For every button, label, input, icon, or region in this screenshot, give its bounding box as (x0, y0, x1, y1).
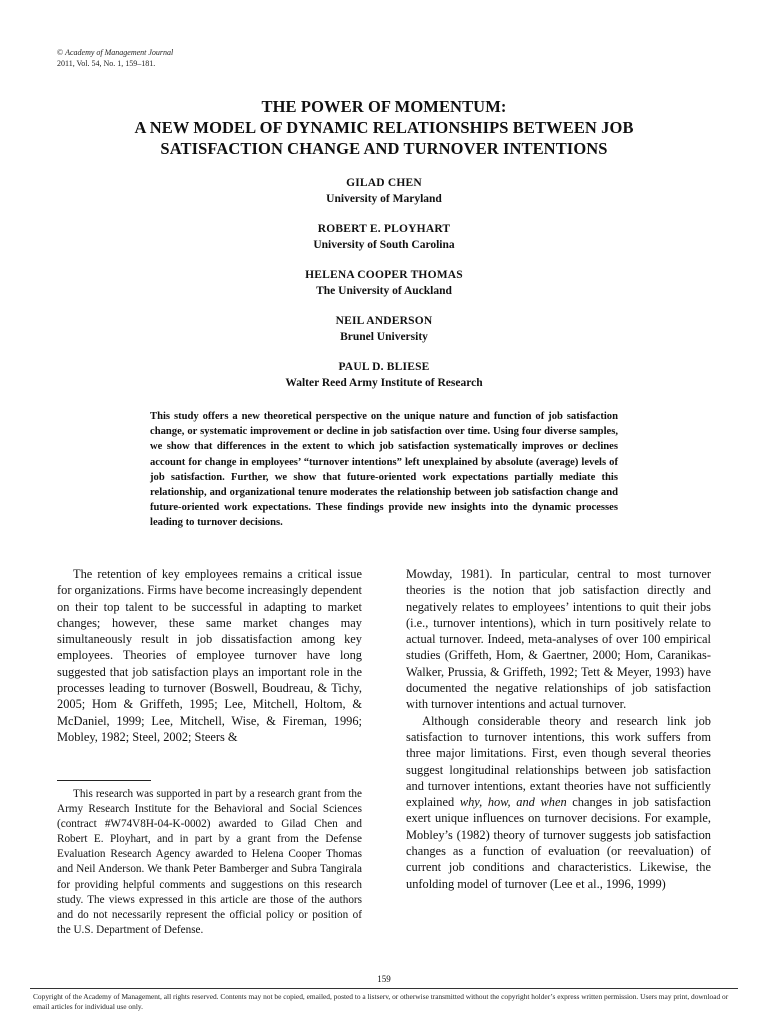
title-line-3: SATISFACTION CHANGE AND TURNOVER INTENTIONS (160, 139, 608, 158)
copyright-notice: Copyright of the Academy of Management, all rights reserved. Contents may not be copied, emailed, posted to a listserv, or otherwise transmitted without the copyright holder’s express written permission. Users may print, download or email articles for individual use only. (33, 992, 729, 1011)
footnote: This research was supported in part by a research grant from the Army Research Institute for the Behavioral and Social Sciences (contract #W74V8H-04-K-0002) awarded to Gilad Chen and Robert E. Ployhart, and in part by a grant from the Defense Evaluation Research Agency awarded to Helena Cooper Thomas and Neil Anderson. We thank Peter Bamberger and Subra Tangirala for providing helpful comments and suggestions on this research study. The views expressed in this article are those of the authors and do not necessarily represent the official policy or position of the U.S. Department of Defense. (57, 788, 362, 936)
body-column-right (406, 566, 711, 892)
author-block (60, 222, 708, 253)
body-paragraph: The retention of key employees remains a critical issue for organizations. Firms have become increasingly dependent on their top talent to be successful in adapting to market changes; however, these same market changes may simultaneously result in job dissatisfaction among key employees. Theories of employee turnover have long suggested that job satisfaction plays an important role in the processes leading to turnover (Boswell, Boudreau, & Tichy, 2005; Hom & Griffeth, 1995; Lee, Mitchell, Holtom, & McDaniel, 1999; Lee, Mitchell, Wise, & Fireman, 1996; Mobley, 1982; Steel, 2002; Steers & (57, 567, 362, 744)
author-block (60, 314, 708, 345)
article-title (60, 96, 708, 159)
author-affiliation: University of South Carolina (313, 238, 455, 251)
title-line-1: THE POWER OF MOMENTUM: (261, 97, 507, 116)
abstract: This study offers a new theoretical perspective on the unique nature and function of job satisfaction change, or systematic improvement or decline in job satisfaction over time. Using four diverse samples, we show that differences in the extent to which job satisfaction systematically improves or declines account for change in employees’ “turnover intentions” left unexplained by absolute (average) levels of job satisfaction. Further, we show that future-oriented work expectations partially mediate this relationship, and organizational tenure moderates the relationship between job satisfaction change and future-oriented work expectations. These findings provide new insights into the dynamic processes leading to turnover decisions. (150, 411, 618, 529)
author-list (60, 176, 708, 406)
journal-name: Academy of Management Journal (65, 48, 174, 57)
author-block (60, 268, 708, 299)
author-name: GILAD CHEN (346, 177, 422, 189)
author-block (60, 360, 708, 391)
title-line-2: A NEW MODEL OF DYNAMIC RELATIONSHIPS BETWEEN JOB (134, 118, 634, 137)
footnote-divider (57, 780, 151, 781)
body-text: Although considerable theory and research link job satisfaction to turnover intentions, this work suffers from three major limitations. First, even though several theories suggest longitudinal relationships between job satisfaction and turnover intentions, extant theories have not sufficiently explained (406, 713, 711, 810)
author-affiliation: The University of Auckland (316, 284, 452, 297)
body-text: changes in job satisfaction exert unique influences on turnover decisions. For example, Mobley’s (1982) theory of turnover suggests job satisfaction changes as a function of evaluation (or reevaluation) of current job conditions and characteristics. Likewise, the unfolding model of turnover (Lee et al., 1996, 1999) (406, 795, 711, 891)
author-name: PAUL D. BLIESE (338, 361, 430, 373)
author-name: NEIL ANDERSON (335, 315, 433, 327)
author-name: HELENA COOPER THOMAS (305, 269, 463, 281)
author-affiliation: University of Maryland (326, 192, 442, 205)
journal-reference (57, 47, 173, 69)
author-name: ROBERT E. PLOYHART (317, 223, 451, 235)
journal-volume: 2011, Vol. 54, No. 1, 159–181. (57, 59, 156, 68)
page-number: 159 (377, 974, 391, 984)
body-paragraph (406, 713, 711, 892)
body-column-left (57, 566, 362, 745)
copyright-symbol: © (57, 48, 64, 57)
body-paragraph: Mowday, 1981). In particular, central to most turnover theories is the notion that job satisfaction directly and negatively relates to employees’ intentions to quit their jobs (i.e., turnover intentions), which in turn positively relate to actual turnover. Indeed, meta-analyses of over 100 empirical studies (Griffeth, Hom, & Gaertner, 2000; Hom, Caranikas-Walker, Prussia, & Griffeth, 1992; Tett & Meyer, 1993) have documented the negative relationships of job satisfaction with turnover intentions and actual turnover. (406, 567, 711, 712)
emphasis-text: why, how, and when (459, 795, 567, 810)
author-affiliation: Brunel University (340, 330, 428, 343)
bottom-divider (30, 988, 738, 989)
author-affiliation: Walter Reed Army Institute of Research (285, 376, 483, 389)
author-block (60, 176, 708, 207)
